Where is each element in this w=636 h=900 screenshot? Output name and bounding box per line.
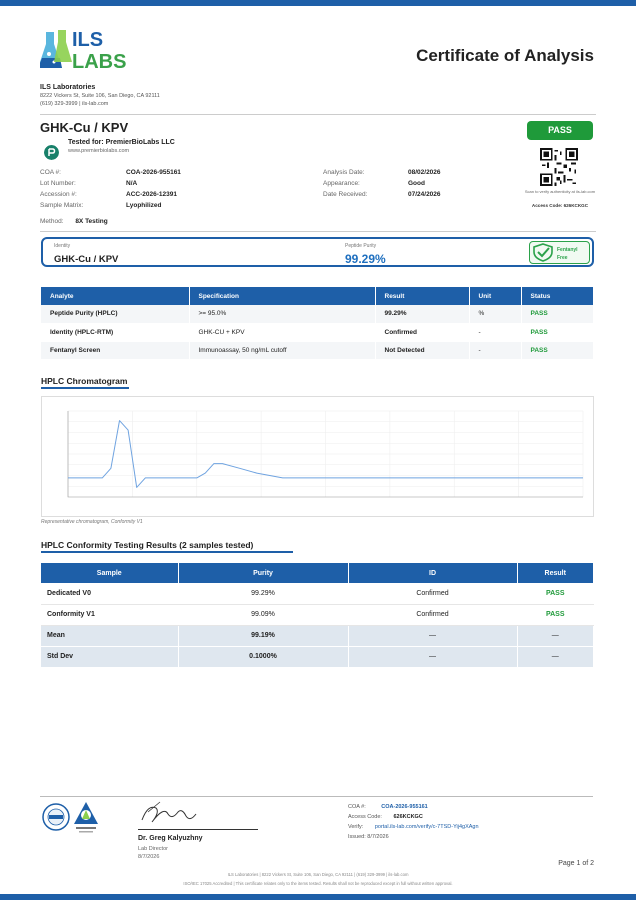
footer-address: ILS Laboratories | 8222 Vickers St, Suite 106, San Diego, CA 92111 | (619) 329-3999 | ils-lab.com: [227, 872, 409, 877]
cell: Conformity V1: [41, 604, 178, 625]
col-analyte: Analyte: [41, 287, 189, 305]
lab-address: 8222 Vickers St, Suite 106, San Diego, CA 92111: [40, 93, 160, 99]
fentanyl-line1: Fentanyl: [557, 247, 578, 253]
table-row: [41, 625, 594, 646]
lab-contact: (619) 329-3999 | ils-lab.com: [40, 101, 109, 107]
cell: Immunoassay, 50 ng/mL cutoff: [189, 341, 375, 359]
tested-for: Tested for: PremierBioLabs LLC: [68, 139, 175, 146]
cell: Not Detected: [375, 341, 469, 359]
accreditation-mark-icon: [72, 800, 100, 836]
chromatogram-title: HPLC Chromatogram: [41, 376, 128, 386]
verify-label: Verify:: [348, 824, 364, 830]
cell: -: [469, 341, 521, 359]
cell: %: [469, 305, 521, 323]
tested-for-block: [68, 138, 175, 156]
cell: >= 95.0%: [189, 305, 375, 323]
conformity-table: [41, 563, 594, 668]
lab-info: [40, 84, 160, 108]
qr-caption: Scan to verify authenticity at ils-lab.com: [524, 189, 596, 194]
overall-status-badge: PASS: [527, 121, 593, 140]
cell: 99.29%: [178, 583, 348, 604]
status-cell: PASS: [517, 583, 594, 604]
cell: Peptide Purity (HPLC): [41, 305, 189, 323]
lot-value: N/A: [126, 180, 138, 187]
table-header-row: [41, 287, 594, 305]
divider: [40, 231, 596, 232]
product-name: GHK-Cu / KPV: [40, 120, 129, 135]
page-number: Page 1 of 2: [558, 860, 594, 867]
chromatogram-plot: [42, 397, 593, 516]
col-unit: Unit: [469, 287, 521, 305]
logo-text-top: ILS: [72, 29, 104, 51]
cell: —: [517, 625, 594, 646]
chromatogram-chart: [41, 396, 594, 517]
col-id: ID: [348, 563, 517, 583]
summary-box: [41, 237, 594, 267]
footer-access-value: 626KCKGC: [393, 814, 423, 820]
section-underline: [41, 387, 129, 389]
col-result: Result: [375, 287, 469, 305]
accession-value: ACC-2026-12391: [126, 191, 177, 198]
coa-label: COA #:: [40, 169, 61, 176]
table-row: [41, 305, 594, 323]
shield-check-icon: [532, 243, 554, 262]
method-label: Method:: [40, 218, 64, 225]
col-sample: Sample: [41, 563, 178, 583]
matrix-value: Lyophilized: [126, 202, 162, 209]
results-table: [41, 287, 594, 360]
logo-text-bottom: LABS: [72, 51, 127, 73]
col-result: Result: [517, 563, 594, 583]
analysis-date-value: 08/02/2026: [408, 169, 441, 176]
signer-name: Dr. Greg Kalyuzhny: [138, 835, 203, 842]
fentanyl-line2: Free: [557, 255, 568, 261]
appearance-value: Good: [408, 180, 425, 187]
verify-link[interactable]: portal.ils-lab.com/verify/c-7TSD-Yij4gXAgn: [374, 824, 479, 830]
purity-value: 99.29%: [345, 252, 386, 266]
cell: 99.19%: [178, 625, 348, 646]
lot-label: Lot Number:: [40, 180, 76, 187]
cell: Mean: [41, 625, 178, 646]
divider: [40, 114, 596, 115]
signer-date: 8/7/2026: [138, 854, 160, 860]
table-row: [41, 341, 594, 359]
bottom-accent-bar: [0, 894, 636, 900]
accreditation-seal-icon: [42, 803, 70, 831]
meta-labels-left: [40, 167, 83, 211]
issued-date: Issued: 8/7/2026: [348, 834, 389, 840]
table-header-row: [41, 563, 594, 583]
cell: Std Dev: [41, 646, 178, 667]
section-underline: [41, 551, 293, 553]
meta-values-right: [408, 167, 441, 200]
col-status: Status: [521, 287, 594, 305]
method-row: [40, 216, 108, 227]
status-cell: PASS: [521, 323, 594, 341]
footer-disclaimer: ISO/IEC 17025 Accredited | This certificate relates only to the items tested. Results shall not be reproduced except in full without written approval.: [183, 881, 453, 886]
cell: —: [517, 646, 594, 667]
verification-block: [348, 802, 479, 842]
cell: GHK-CU + KPV: [189, 323, 375, 341]
table-row: [41, 323, 594, 341]
chromatogram-caption: Representative chromatogram, Conformity V1: [41, 519, 143, 525]
page-title: Certificate of Analysis: [416, 46, 594, 65]
footer-access-label: Access Code:: [348, 814, 382, 820]
signer-role: Lab Director: [138, 846, 168, 852]
table-row: [41, 604, 594, 625]
signer-details: [138, 845, 168, 861]
cell: —: [348, 646, 517, 667]
appearance-label: Appearance:: [323, 180, 360, 187]
cell: 99.29%: [375, 305, 469, 323]
ils-labs-logo: [40, 24, 140, 76]
cell: Confirmed: [348, 583, 517, 604]
cell: Confirmed: [348, 604, 517, 625]
table-row: [41, 583, 594, 604]
cell: —: [348, 625, 517, 646]
footer-coa-value: COA-2026-955161: [381, 804, 428, 810]
status-cell: PASS: [521, 341, 594, 359]
matrix-label: Sample Matrix:: [40, 202, 84, 209]
cell: Identity (HPLC-RTM): [41, 323, 189, 341]
coa-value: COA-2026-955161: [126, 169, 181, 176]
cell: 0.1000%: [178, 646, 348, 667]
signature-icon: [138, 800, 198, 828]
cell: Fentanyl Screen: [41, 341, 189, 359]
date-received-label: Date Received:: [323, 191, 368, 198]
analysis-date-label: Analysis Date:: [323, 169, 365, 176]
status-cell: PASS: [517, 604, 594, 625]
cell: 99.09%: [178, 604, 348, 625]
cell: Confirmed: [375, 323, 469, 341]
signature-line: [138, 829, 258, 830]
col-specification: Specification: [189, 287, 375, 305]
fentanyl-free-badge: [529, 241, 590, 264]
client-logo-icon: [44, 145, 59, 160]
col-purity: Purity: [178, 563, 348, 583]
accession-label: Accession #:: [40, 191, 77, 198]
status-cell: PASS: [521, 305, 594, 323]
purity-label: Peptide Purity: [345, 243, 377, 249]
identity-value: GHK-Cu / KPV: [54, 254, 119, 265]
table-row: [41, 646, 594, 667]
footer-divider: [40, 796, 593, 797]
qr-code[interactable]: [540, 148, 578, 186]
meta-labels-right: [323, 167, 367, 200]
meta-values-left: [126, 167, 181, 211]
qr-access-code: Access Code: 626KCKGC: [531, 203, 589, 208]
date-received-value: 07/24/2026: [408, 191, 441, 198]
method-value: 8X Testing: [75, 218, 108, 225]
identity-label: Identity: [54, 243, 71, 249]
lab-name: ILS Laboratories: [40, 84, 96, 91]
conformity-title: HPLC Conformity Testing Results (2 samples tested): [41, 540, 254, 550]
footer-coa-label: COA #:: [348, 804, 366, 810]
client-website: www.premierbiolabs.com: [68, 148, 130, 154]
top-accent-bar: [0, 0, 636, 6]
cell: -: [469, 323, 521, 341]
cell: Dedicated V0: [41, 583, 178, 604]
